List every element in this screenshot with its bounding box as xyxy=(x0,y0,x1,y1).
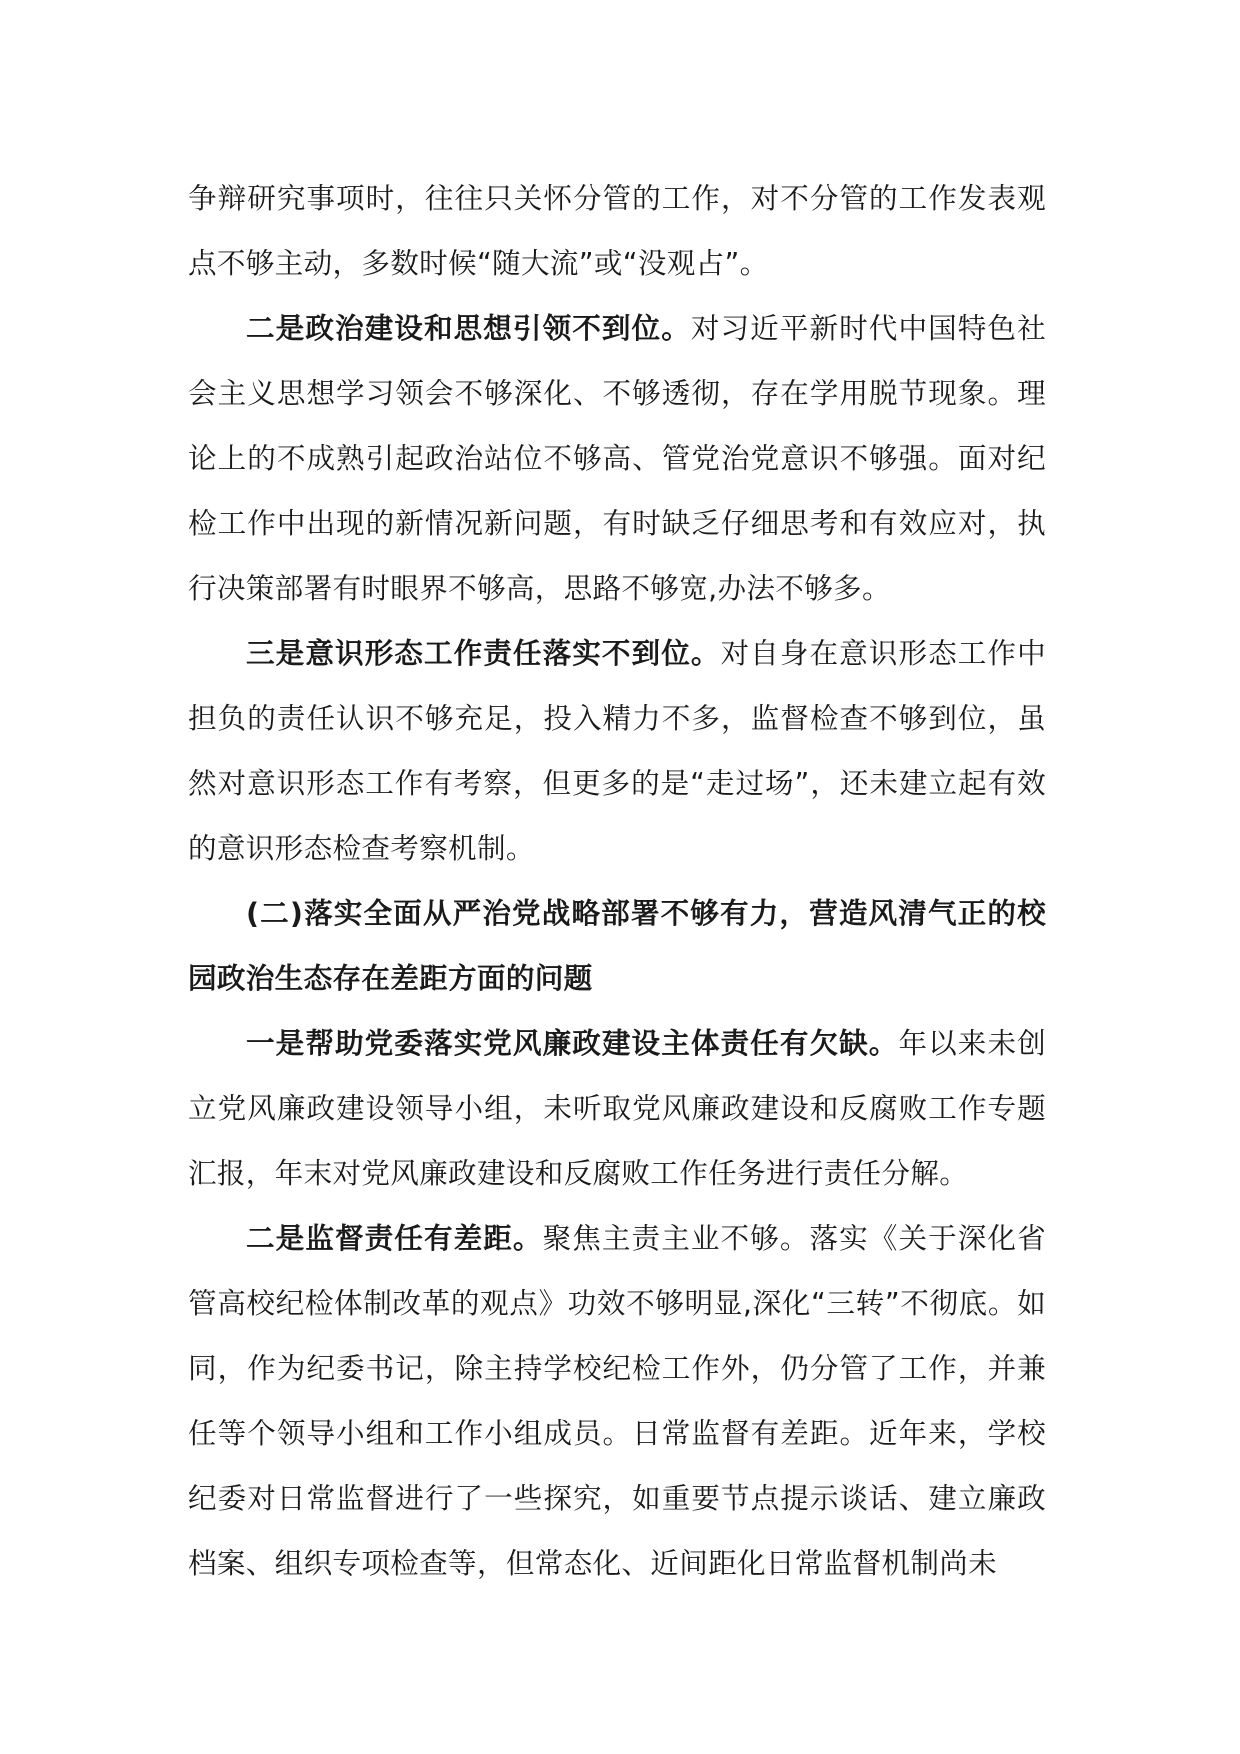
paragraph-text: 年以来未创立党风廉政建设领导小组，未听取党风廉政建设和反腐败工作专题汇报，年末对党风廉政建设和反腐败工作任务进行责任分解。 xyxy=(188,1026,1046,1190)
paragraph-lead: 三是意识形态工作责任落实不到位。 xyxy=(246,636,721,670)
section-heading-text: (二)落实全面从严治党战略部署不够有力，营造风清气正的校园政治生态存在差距方面的问题 xyxy=(188,896,1046,995)
paragraph-text: 争辩研究事项时，往往只关怀分管的工作，对不分管的工作发表观点不够主动，多数时候“随大流”或“没观占”。 xyxy=(188,181,1046,280)
paragraph-text: 对自身在意识形态工作中担负的责任认识不够充足，投入精力不多，监督检查不够到位，虽然对意识形态工作有考察，但更多的是“走过场”，还未建立起有效的意识形态检查考察机制。 xyxy=(188,636,1046,865)
section-heading xyxy=(188,881,1046,1011)
paragraph-ideology-responsibility xyxy=(188,621,1046,881)
paragraph-lead: 二是监督责任有差距。 xyxy=(246,1221,543,1255)
document-body xyxy=(188,166,1046,1596)
paragraph-continuation xyxy=(188,166,1046,296)
paragraph-party-committee xyxy=(188,1011,1046,1206)
paragraph-lead: 二是政治建设和思想引领不到位。 xyxy=(246,311,691,345)
paragraph-text: 对习近平新时代中国特色社会主义思想学习领会不够深化、不够透彻，存在学用脱节现象。理论上的不成熟引起政治站位不够高、管党治党意识不够强。面对纪检工作中出现的新情况新问题，有时缺乏仔细思考和有效应对，执行决策部署有时眼界不够高，思路不够宽,办法不够多。 xyxy=(188,311,1046,605)
paragraph-supervision xyxy=(188,1206,1046,1596)
paragraph-political-building xyxy=(188,296,1046,621)
paragraph-text: 聚焦主责主业不够。落实《关于深化省管高校纪检体制改革的观点》功效不够明显,深化“三转”不彻底。如同，作为纪委书记，除主持学校纪检工作外，仍分管了工作，并兼任等个领导小组和工作小组成员。日常监督有差距。近年来，学校纪委对日常监督进行了一些探究，如重要节点提示谈话、建立廉政档案、组织专项检查等，但常态化、近间距化日常监督机制尚未 xyxy=(188,1221,1046,1580)
paragraph-lead: 一是帮助党委落实党风廉政建设主体责任有欠缺。 xyxy=(246,1026,899,1060)
